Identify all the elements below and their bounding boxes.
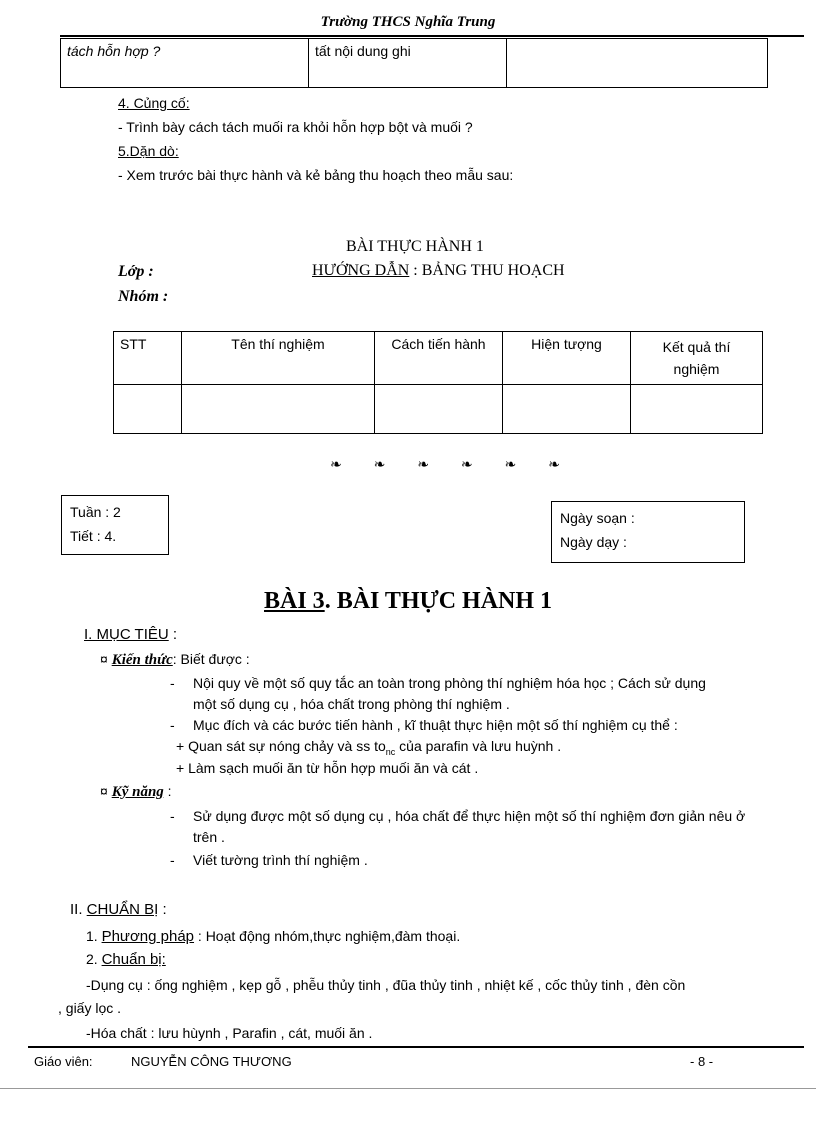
page-number: - 8 - (690, 1054, 714, 1069)
skill-item: Viết tường trình thí nghiệm . (193, 852, 368, 868)
table-cell (503, 385, 631, 434)
week-box (61, 495, 169, 555)
bullet-icon: ¤ (100, 783, 112, 799)
knowledge-suffix: : Biết được : (172, 651, 250, 667)
table-cell: tách hỗn hợp ? (61, 39, 309, 88)
column-header: Cách tiến hành (375, 332, 503, 385)
method-text: : Hoạt động nhóm,thực nghiệm,đàm thoại. (194, 928, 461, 944)
knowledge-item: một số dụng cụ , hóa chất trong phòng thí nghiệm . (193, 696, 510, 712)
group-label: Nhóm : (118, 288, 169, 305)
report-table (113, 331, 763, 434)
bottom-rule (0, 1088, 816, 1089)
teacher-name: NGUYỄN CÔNG THƯƠNG (131, 1054, 292, 1069)
knowledge-subitem (176, 738, 561, 757)
homework-item: - Xem trước bài thực hành và kẻ bảng thu hoạch theo mẫu sau: (118, 167, 514, 183)
dash-icon: - (170, 852, 175, 868)
guide-underlined: HƯỚNG DẪN (312, 262, 410, 279)
chemicals-line: -Hóa chất : lưu hùynh , Parafin , cát, muối ăn . (86, 1025, 373, 1041)
method-label: Phương pháp (101, 928, 195, 945)
preparation-number: II. (70, 901, 87, 918)
ornament-divider: ❧ ❧ ❧ ❧ ❧ ❧ (330, 456, 574, 472)
header-rule (60, 35, 804, 37)
knowledge-subitem-text: + Quan sát sự nóng chảy và ss to (176, 738, 386, 754)
dash-icon: - (170, 717, 175, 733)
skill-suffix: : (163, 783, 172, 799)
table-cell: tất nội dung ghi (309, 39, 507, 88)
table-cell (507, 39, 768, 88)
guide-rest: : BẢNG THU HOẠCH (409, 262, 565, 279)
objectives-heading-text: I. MỤC TIÊU (84, 626, 169, 643)
knowledge-item: Nội quy về một số quy tắc an toàn trong phòng thí nghiệm hóa học ; Cách sử dụng (193, 675, 706, 691)
skill-label: Kỹ năng (111, 784, 164, 800)
prepared-date: Ngày soạn : (560, 510, 635, 526)
class-label (118, 263, 154, 281)
objectives-heading (84, 626, 177, 643)
table-cell (631, 385, 763, 434)
preparation-heading (70, 901, 167, 918)
week-text: Tuần : 2 (70, 504, 121, 520)
tools-line: , giấy lọc . (58, 1000, 122, 1016)
method-line (86, 928, 460, 945)
footer-rule (28, 1046, 804, 1048)
homework-title: 5.Dặn dò: (118, 143, 179, 159)
lesson-number: BÀI 3 (264, 588, 325, 614)
report-title: BÀI THỰC HÀNH 1 (346, 238, 484, 255)
dash-icon: - (170, 675, 175, 691)
column-header: Kết quả thí nghiệm (631, 332, 763, 385)
top-table (60, 38, 768, 88)
bullet-icon: ¤ (100, 651, 112, 667)
table-row (61, 39, 768, 88)
table-row (114, 332, 763, 385)
guide-heading (312, 262, 565, 280)
prep-number: 2. (86, 951, 102, 967)
period-text: Tiết : 4. (70, 528, 117, 544)
knowledge-subitem-rest: của parafin và lưu huỳnh . (395, 738, 562, 754)
prep-line (86, 951, 166, 968)
knowledge-subscript: nc (385, 746, 396, 757)
table-cell (114, 385, 182, 434)
column-header: Tên thí nghiệm (182, 332, 375, 385)
column-header: Hiện tượng (503, 332, 631, 385)
knowledge-subitem: + Làm sạch muối ăn từ hỗn hợp muối ăn và cát . (176, 760, 479, 776)
knowledge-item: Mục đích và các bước tiến hành , kĩ thuật thực hiện một số thí nghiệm cụ thể : (193, 717, 678, 733)
preparation-heading-text: CHUẨN BỊ (86, 901, 159, 918)
teacher-label: Giáo viên: (34, 1054, 93, 1069)
column-header: STT (114, 332, 182, 385)
knowledge-label: Kiến thức (111, 652, 173, 668)
preparation-heading-suffix: : (158, 901, 167, 918)
consolidation-item: - Trình bày cách tách muối ra khỏi hỗn hợp bột và muối ? (118, 119, 473, 135)
table-cell (375, 385, 503, 434)
table-row (114, 385, 763, 434)
tools-line: -Dụng cụ : ống nghiệm , kẹp gỗ , phễu thủy tinh , đũa thủy tinh , nhiệt kế , cốc thủy tinh , đèn cồn (86, 977, 686, 993)
table-cell (182, 385, 375, 434)
lesson-name: . BÀI THỰC HÀNH 1 (324, 588, 553, 614)
skill-item: trên . (193, 829, 225, 845)
knowledge-heading (100, 651, 250, 669)
dash-icon: - (170, 808, 175, 824)
lesson-title (264, 588, 552, 615)
school-header: Trường THCS Nghĩa Trung (320, 14, 496, 30)
method-number: 1. (86, 928, 102, 944)
skill-heading (100, 783, 172, 801)
taught-date: Ngày dạy : (560, 534, 627, 550)
date-box (551, 501, 745, 563)
consolidation-title: 4. Củng cố: (118, 95, 190, 111)
objectives-heading-suffix: : (168, 626, 178, 643)
skill-item: Sử dụng được một số dụng cụ , hóa chất để thực hiện một số thí nghiệm đơn giản nêu ở (193, 808, 746, 824)
class-label-text: Lớp : (118, 263, 154, 280)
prep-label: Chuẩn bị: (101, 951, 166, 968)
